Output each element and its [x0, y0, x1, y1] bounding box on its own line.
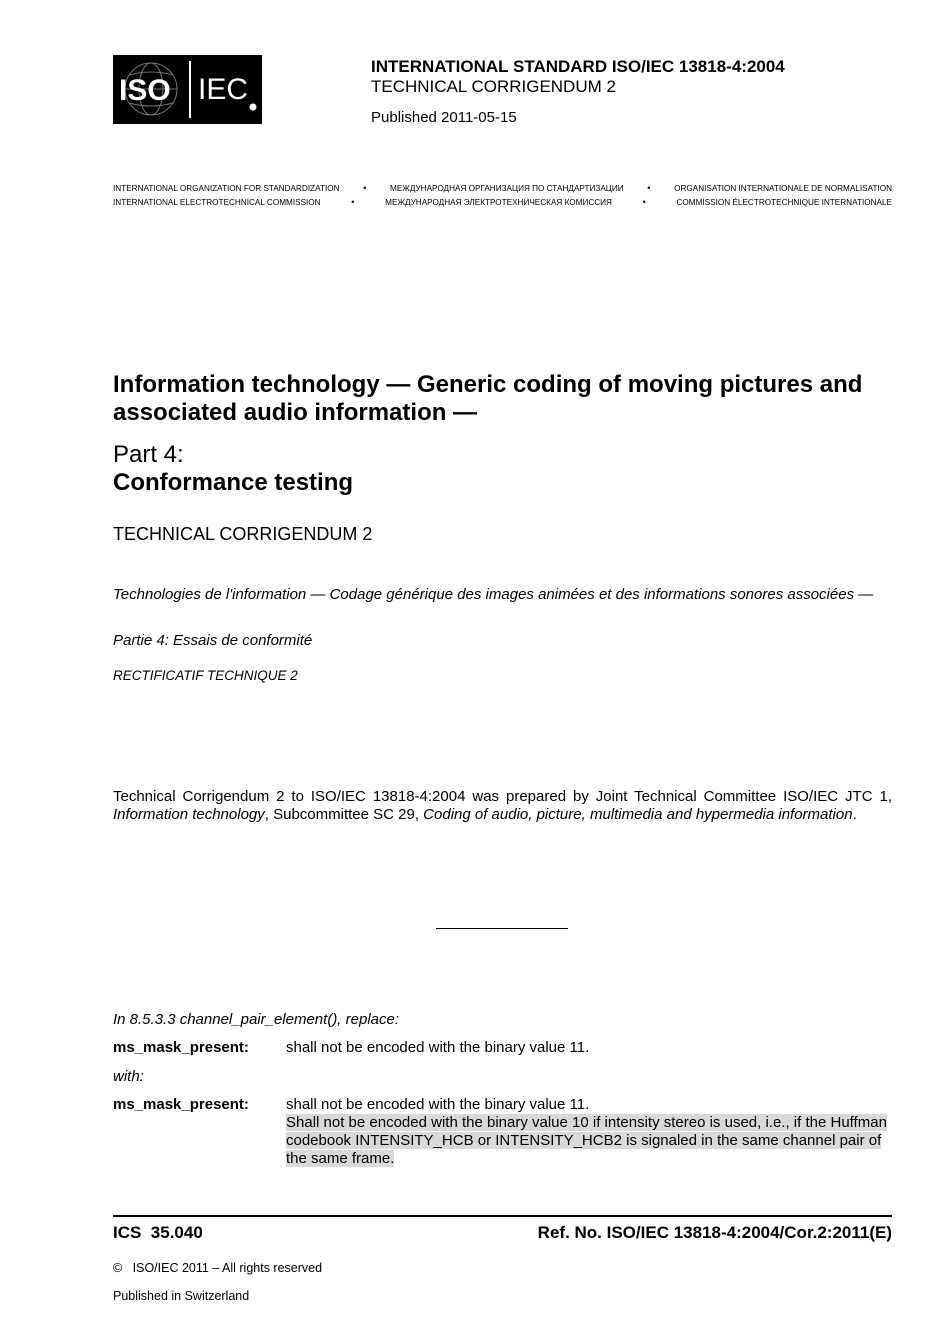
published-in: Published in Switzerland — [113, 1289, 250, 1303]
iso-iec-logo — [113, 55, 262, 124]
copyright: © ISO/IEC 2011 – All rights reserved — [113, 1261, 323, 1275]
org-name: COMMISSION ÉLECTROTECHNIQUE INTERNATIONALE — [676, 197, 892, 207]
french-corrigendum: RECTIFICATIF TECHNIQUE 2 — [113, 668, 298, 683]
intro-text: Technical Corrigendum 2 to ISO/IEC 13818-4:2004 was prepared by Joint Technical Committee ISO/IEC JTC 1, — [113, 788, 892, 805]
highlighted-text: Shall not be encoded with the binary value 10 if intensity stereo is used, i.e., if the Huffman codebook INTENSITY_HCB or INTENSITY_HCB2 is signaled in the same channel pair of the same frame. — [286, 1114, 887, 1167]
org-name: ORGANISATION INTERNATIONALE DE NORMALISATION — [674, 183, 892, 193]
ics-code: ICS 35.040 — [113, 1223, 203, 1242]
definition-new: shall not be encoded with the binary value 11. — [286, 1096, 590, 1113]
intro-italic: Coding of audio, picture, multimedia and hypermedia information — [423, 806, 853, 823]
part-title: Conformance testing — [113, 469, 354, 496]
intro-text: . — [852, 806, 857, 823]
organizations-row-1 — [113, 183, 892, 193]
iso-logo-text: ISO — [119, 74, 171, 107]
org-name: INTERNATIONAL ELECTROTECHNICAL COMMISSION — [113, 197, 321, 207]
separator-dot: • — [642, 197, 646, 207]
standard-subtitle: TECHNICAL CORRIGENDUM 2 — [371, 77, 616, 96]
part-label: Part 4: — [113, 441, 184, 468]
term-new: ms_mask_present: — [113, 1096, 249, 1113]
intro-paragraph — [113, 788, 892, 824]
french-part: Partie 4: Essais de conformité — [113, 632, 313, 649]
org-name: INTERNATIONAL ORGANIZATION FOR STANDARDIZATION — [113, 183, 340, 193]
reference-number: Ref. No. ISO/IEC 13818-4:2004/Cor.2:2011(E) — [537, 1223, 892, 1242]
document-title: Information technology — Generic coding of moving pictures and associated audio information — — [113, 371, 863, 426]
standard-title: INTERNATIONAL STANDARD ISO/IEC 13818-4:2004 — [371, 57, 785, 76]
iec-logo-text: IEC — [198, 73, 249, 106]
section-divider — [436, 928, 568, 929]
intro-italic: Information technology — [113, 806, 265, 823]
with-label: with: — [113, 1068, 144, 1085]
french-title: Technologies de l'information — Codage générique des images animées et des informations sonores associées — — [113, 586, 874, 603]
definition-old: shall not be encoded with the binary value 11. — [286, 1039, 590, 1056]
org-name: МЕЖДУНАРОДНАЯ ОРГАНИЗАЦИЯ ПО СТАНДАРТИЗАЦИИ — [390, 183, 624, 193]
footer-rule — [113, 1215, 892, 1217]
organizations-row-2 — [113, 197, 892, 207]
org-name: МЕЖДУНАРОДНАЯ ЭЛЕКТРОТЕХНИЧЕСКАЯ КОМИССИЯ — [385, 197, 612, 207]
intro-text: , Subcommittee SC 29, — [264, 806, 424, 823]
separator-dot: • — [363, 183, 367, 193]
term-old: ms_mask_present: — [113, 1039, 249, 1056]
replace-instruction: In 8.5.3.3 channel_pair_element(), replace: — [113, 1011, 400, 1028]
publication-date: Published 2011-05-15 — [371, 109, 517, 126]
separator-dot: • — [647, 183, 651, 193]
definition-added-text — [286, 1114, 890, 1168]
separator-dot: • — [351, 197, 355, 207]
corrigendum-label: TECHNICAL CORRIGENDUM 2 — [113, 524, 373, 544]
